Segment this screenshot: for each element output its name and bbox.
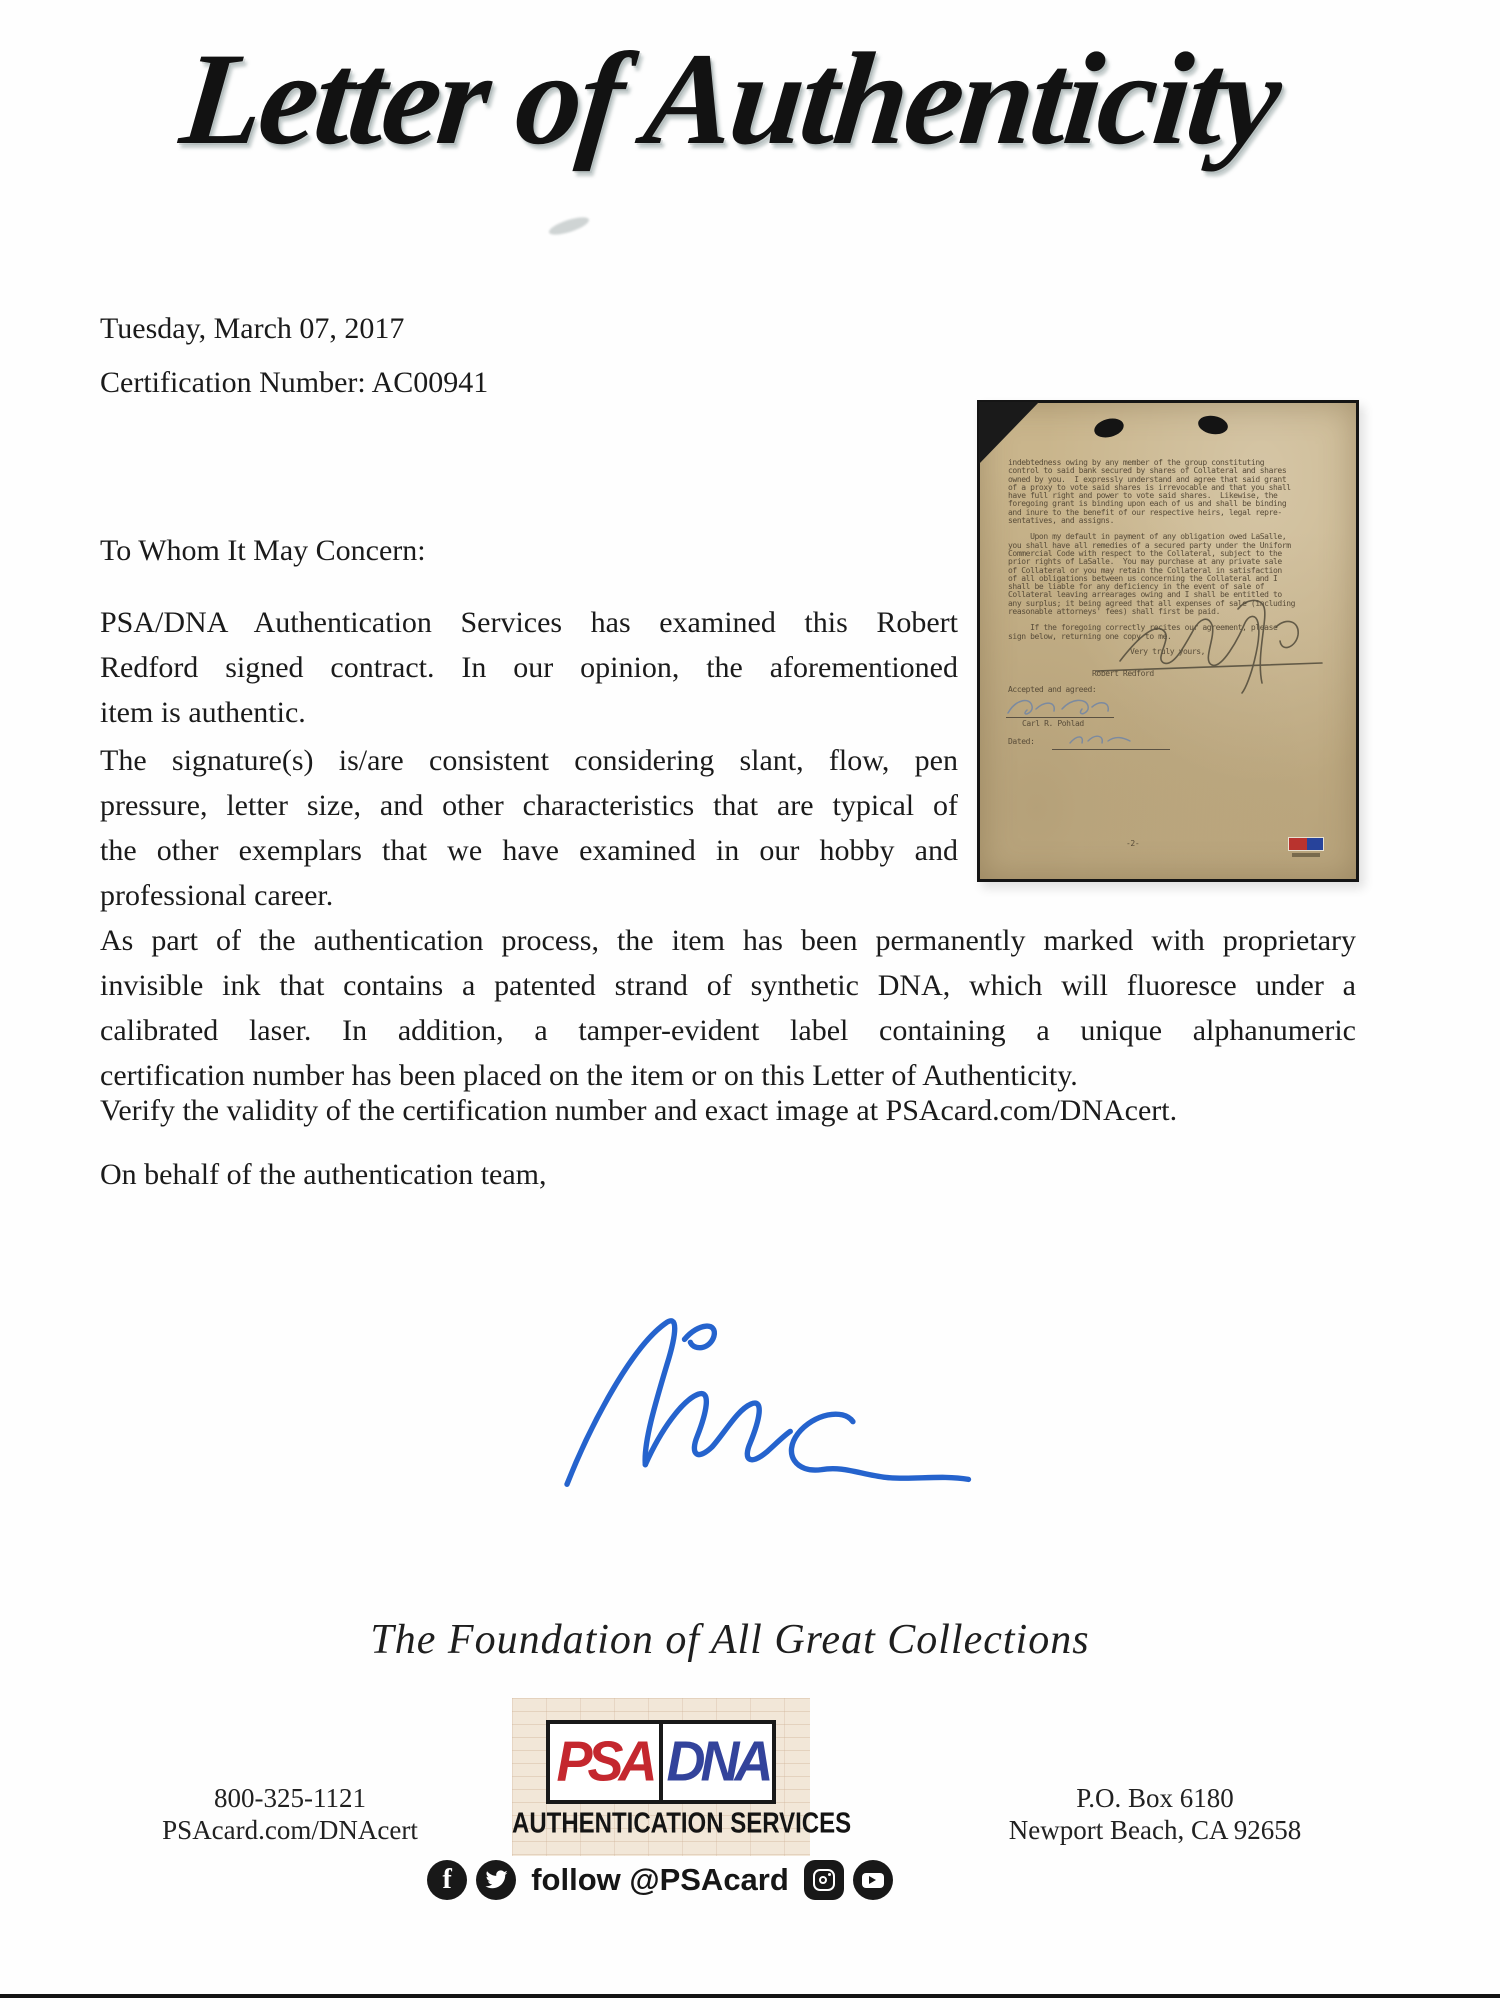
paragraph-examined: PSA/DNA Authentication Services has examined this Robert Redford signed contract. In our opinion, the aforementioned item is authentic.	[100, 606, 958, 729]
website-url: PSAcard.com/DNAcert	[162, 1815, 418, 1845]
punch-hole	[1197, 414, 1230, 437]
psa-dna-sticker	[1288, 837, 1324, 851]
dated-handwriting	[1066, 731, 1136, 747]
accepted-label: Accepted and agreed:	[1008, 685, 1097, 694]
signature-line	[1006, 717, 1114, 718]
contact-right	[985, 1782, 1325, 1846]
letter-date: Tuesday, March 07, 2017	[100, 312, 405, 345]
authentication-services-label: AUTHENTICATION SERVICES	[512, 1807, 852, 1840]
dated-label: Dated:	[1008, 737, 1035, 746]
city-state-zip: Newport Beach, CA 92658	[1008, 1815, 1302, 1845]
po-box: P.O. Box 6180	[1076, 1783, 1234, 1813]
twitter-bird	[484, 1870, 508, 1890]
phone-number: 800-325-1121	[214, 1783, 366, 1813]
sticker-cert-code	[1292, 853, 1320, 857]
robert-redford-signature	[1090, 595, 1330, 699]
certification-number: Certification Number: AC00941	[100, 366, 489, 399]
twitter-icon	[476, 1860, 516, 1900]
instagram-camera	[813, 1869, 835, 1891]
sticker-blue-half	[1307, 838, 1323, 850]
sticker-red-half	[1289, 838, 1307, 850]
page-title: Letter of Authenticity	[174, 25, 1286, 172]
contract-paragraph: indebtedness owing by any member of the group constituting control to said bank secured by shares of Collateral and shares owned by you. I expressly understand and agree that said grant of a proxy to vote said shares is irrevocable and that you shall have full right and power to vote said shares. Likewise, the foregoing grant is binding upon each of us and shall be binding and inure to the benefit of our respective heirs, legal repre- sentatives, and assigns.	[1008, 458, 1291, 526]
salutation: To Whom It May Concern:	[100, 534, 426, 567]
facebook-icon	[427, 1860, 467, 1900]
instagram-icon	[804, 1860, 844, 1900]
accepted-typed-name: Carl R. Pohlad	[1022, 719, 1084, 728]
dated-line	[1052, 749, 1170, 750]
contact-left	[120, 1782, 460, 1846]
follow-psacard-text: follow @PSAcard	[531, 1862, 789, 1897]
scan-bottom-edge	[0, 1994, 1500, 1998]
punch-hole	[1092, 416, 1125, 441]
social-row	[442, 1858, 870, 1902]
authenticator-signature	[520, 1298, 990, 1510]
logo-box	[546, 1720, 776, 1804]
contract-page-number: -2-	[1126, 839, 1140, 848]
facebook-glyph: f	[442, 1864, 452, 1895]
scan-smudge	[547, 214, 591, 238]
contract-closing: Very truly yours,	[1130, 647, 1206, 656]
youtube-icon	[853, 1860, 893, 1900]
contract-paragraph: Upon my default in payment of any obligation owed LaSalle, you shall have all remedies of a secured party under the Uniform Commercial Code with respect to the Collateral, subject to the prior rights of LaSalle. You may purchase at any private sale of Collateral or you may retain the Collateral in satisfaction of all obligations between us concerning the Collateral and I shall be liable for any deficiency in the event of sale of Collateral leaving arrearages owing and I shall be entitled to any surplus; it being agreed that all expenses of sale (including reasonable attorneys' fees) shall first be paid.	[1008, 532, 1296, 617]
paragraph-verify: Verify the validity of the certification number and exact image at PSAcard.com/DNAcert.	[100, 1094, 1178, 1127]
folded-corner	[979, 402, 1039, 464]
contract-photo	[977, 400, 1359, 882]
paragraph-signature-consistency: The signature(s) is/are consistent considering slant, flow, pen pressure, letter size, and other characteristics that are typical of the other exemplars that we have examined in our hobby and professional career.	[100, 744, 958, 912]
youtube-play-badge	[862, 1873, 884, 1888]
paragraph-dna-marking: As part of the authentication process, the item has been permanently marked with proprietary invisible ink that contains a patented strand of synthetic DNA, which will fluoresce under a calibrated laser. In addition, a tamper-evident label containing a unique alphanumeric certification number has been placed on the item or on this Letter of Authenticity.	[100, 924, 1356, 1092]
contract-paragraph: If the foregoing correctly recites our agreement, please sign below, returning one copy to me.	[1008, 623, 1278, 641]
tagline: The Foundation of All Great Collections	[370, 1617, 1090, 1663]
contract-signer-typed: Robert Redford	[1092, 669, 1154, 678]
psa-dna-logo	[512, 1698, 852, 1856]
psa-logo-text: PSA	[556, 1730, 653, 1794]
paragraph-on-behalf: On behalf of the authentication team,	[100, 1158, 547, 1191]
dna-logo-text: DNA	[659, 1722, 772, 1801]
